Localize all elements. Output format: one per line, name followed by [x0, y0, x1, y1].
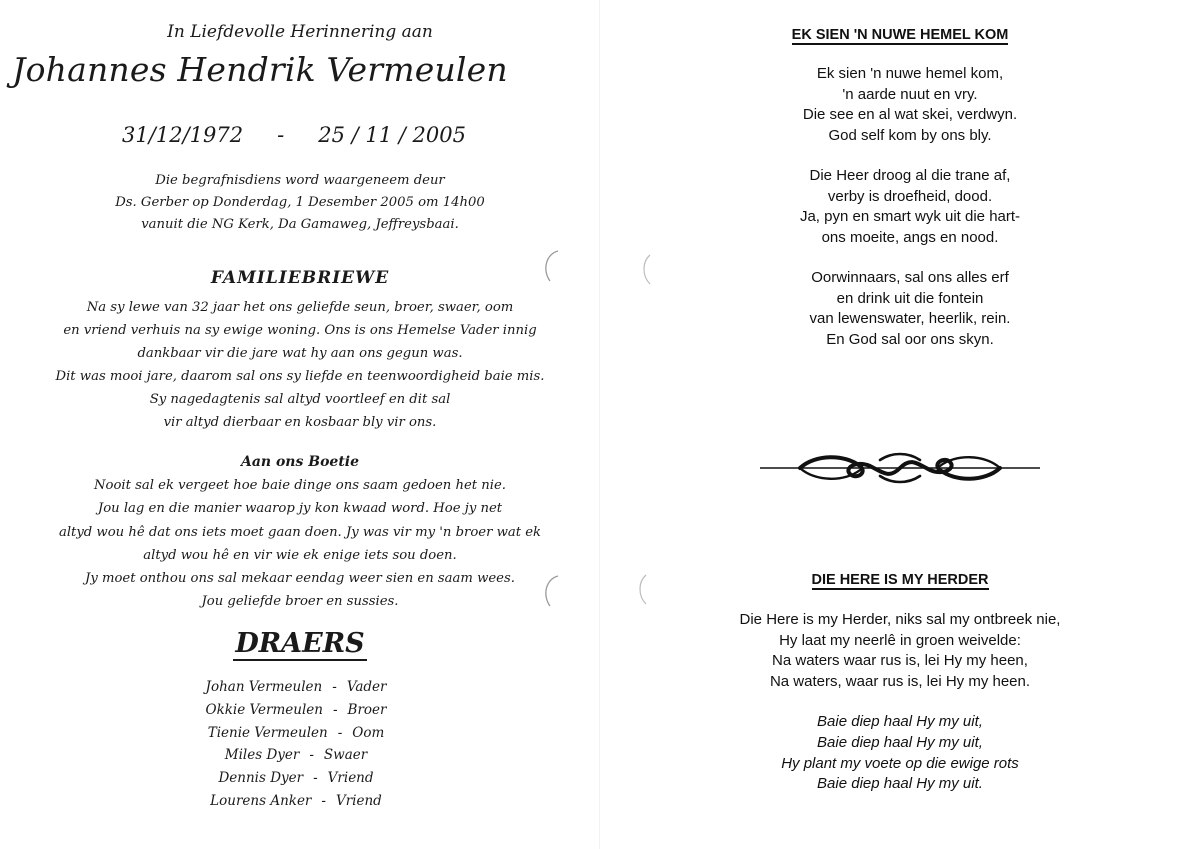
text-line: altyd wou hê en vir wie ek enige iets sou doen.: [143, 547, 457, 563]
service-line: vanuit die NG Kerk, Da Gamaweg, Jeffreysbaai.: [141, 217, 459, 232]
text-line: altyd wou hê dat ons iets moet gaan doen. Jy was vir my 'n broer wat ek: [58, 524, 542, 540]
text-line: vir altyd dierbaar en kosbaar bly vir ons.: [163, 415, 437, 430]
verse-line: Na waters waar rus is, lei Hy my heen,: [772, 652, 1028, 670]
verse-line: God self kom by ons bly.: [828, 126, 992, 144]
draers-heading: [0, 628, 600, 659]
deceased-name: Johannes Hendrik Vermeulen: [12, 50, 508, 89]
hymn-stanza: [610, 268, 1200, 350]
familiebriewe-text: [0, 296, 600, 434]
psalm-heading-text: DIE HERE IS MY HERDER: [811, 572, 989, 588]
verse-line: ons moeite, angs en nood.: [821, 228, 999, 246]
bearer-role: Vader: [346, 679, 387, 695]
familiebriewe-heading: FAMILIEBRIEWE: [210, 268, 390, 288]
bearer-role: Vriend: [335, 792, 382, 809]
verse-line: Hy plant my voete op die ewige rots: [781, 754, 1019, 772]
bearer-role: Oom: [352, 724, 385, 741]
verse-line: Hy laat my neerlê in groen weivelde:: [779, 631, 1021, 649]
verse-line: Baie diep haal Hy my uit,: [817, 713, 983, 731]
bearer-name: Lourens Anker: [210, 792, 312, 809]
text-line: en vriend verhuis na sy ewige woning. Ons is ons Hemelse Vader innig: [63, 323, 537, 338]
psalm-text: [600, 610, 1200, 815]
bearer-name: Miles Dyer: [224, 747, 300, 764]
verse-line: Die Heer droog al die trane af,: [809, 167, 1011, 184]
verse-line: Baie diep haal Hy my uit.: [817, 775, 983, 793]
hymn-heading-text: EK SIEN 'N NUWE HEMEL KOM: [791, 27, 1009, 43]
draers-heading-text: DRAERS: [235, 628, 365, 659]
hymn-stanza: [610, 64, 1200, 146]
boetie-heading: Aan ons Boetie: [240, 454, 360, 470]
date-separator: -: [277, 123, 285, 147]
verse-line: 'n aarde nuut en vry.: [842, 85, 978, 103]
verse-line: Oorwinnaars, sal ons alles erf: [811, 269, 1009, 286]
bearer-separator: -: [309, 747, 314, 764]
bearer-row: [0, 722, 596, 745]
verse-line: Die see en al wat skei, verdwyn.: [802, 106, 1018, 123]
bearer-role: Swaer: [323, 747, 368, 764]
bearer-row: [0, 699, 596, 722]
psalm-refrain: [600, 712, 1200, 794]
text-line: Nooit sal ek vergeet hoe baie dinge ons saam gedoen het nie.: [94, 478, 506, 493]
service-line: Ds. Gerber op Donderdag, 1 Desember 2005 om 14h00: [115, 195, 485, 210]
hymn-text: [610, 64, 1200, 370]
verse-line: van lewenswater, heerlik, rein.: [809, 310, 1011, 327]
text-line: Na sy lewe van 32 jaar het ons geliefde seun, broer, swaer, oom: [86, 300, 514, 315]
text-line: dankbaar vir die jare wat hy aan ons gegun was.: [137, 346, 463, 361]
ornament-divider-icon: [760, 448, 1040, 488]
bearer-row: [0, 744, 596, 767]
bearer-role: Vriend: [327, 770, 374, 787]
bearer-name: Dennis Dyer: [218, 770, 304, 787]
verse-line: En God sal oor ons skyn.: [826, 330, 994, 348]
text-line: Dit was mooi jare, daarom sal ons sy liefde en teenwoordigheid baie mis.: [55, 369, 545, 384]
verse-line: en drink uit die fontein: [836, 289, 984, 307]
bearer-role: Broer: [347, 701, 387, 718]
bearer-name: Johan Vermeulen: [205, 679, 323, 695]
verse-line: Ek sien 'n nuwe hemel kom,: [816, 65, 1004, 82]
text-line: Jou geliefde broer en sussies.: [201, 594, 399, 610]
boetie-text: [0, 474, 600, 614]
text-line: Sy nagedagtenis sal altyd voortleef en dit sal: [149, 392, 451, 407]
bearer-row: [0, 676, 596, 699]
text-line: Jou lag en die manier waarop jy kon kwaad word. Hoe jy net: [97, 501, 503, 517]
psalm-heading: [600, 572, 1200, 588]
bearer-separator: -: [332, 701, 338, 718]
bearer-separator: -: [313, 770, 318, 787]
birth-date: 31/12/1972: [122, 123, 244, 147]
hymn-heading: [600, 27, 1200, 43]
hymn-stanza: [610, 166, 1200, 248]
verse-line: verby is droefheid, dood.: [827, 187, 993, 205]
verse-line: Baie diep haal Hy my uit,: [817, 733, 983, 751]
bearers-list: [0, 676, 596, 813]
punch-hole-mark: [538, 573, 564, 609]
bearer-name: Tienie Vermeulen: [207, 724, 328, 741]
bearer-separator: -: [321, 792, 326, 809]
bearer-separator: -: [337, 724, 343, 741]
verse-line: Die Here is my Herder, niks sal my ontbreek nie,: [739, 611, 1061, 628]
service-line: Die begrafnisdiens word waargeneem deur: [155, 173, 445, 188]
right-page: [600, 0, 1200, 849]
service-details: [0, 170, 600, 236]
verse-line: Na waters, waar rus is, lei Hy my heen.: [769, 672, 1031, 690]
intro-line: In Liefdevolle Herinnering aan: [167, 22, 433, 42]
bearer-row: [0, 790, 596, 813]
text-line: Jy moet onthou ons sal mekaar eendag weer sien en saam wees.: [85, 571, 515, 587]
punch-hole-mark: [538, 248, 564, 284]
bearer-name: Okkie Vermeulen: [205, 701, 323, 718]
life-dates: [0, 123, 594, 147]
bearer-row: [0, 767, 596, 790]
verse-line: Ja, pyn en smart wyk uit die hart-: [799, 208, 1021, 225]
bearer-separator: -: [332, 679, 337, 695]
psalm-stanza: [600, 610, 1200, 692]
death-date: 25 / 11 / 2005: [318, 123, 466, 147]
